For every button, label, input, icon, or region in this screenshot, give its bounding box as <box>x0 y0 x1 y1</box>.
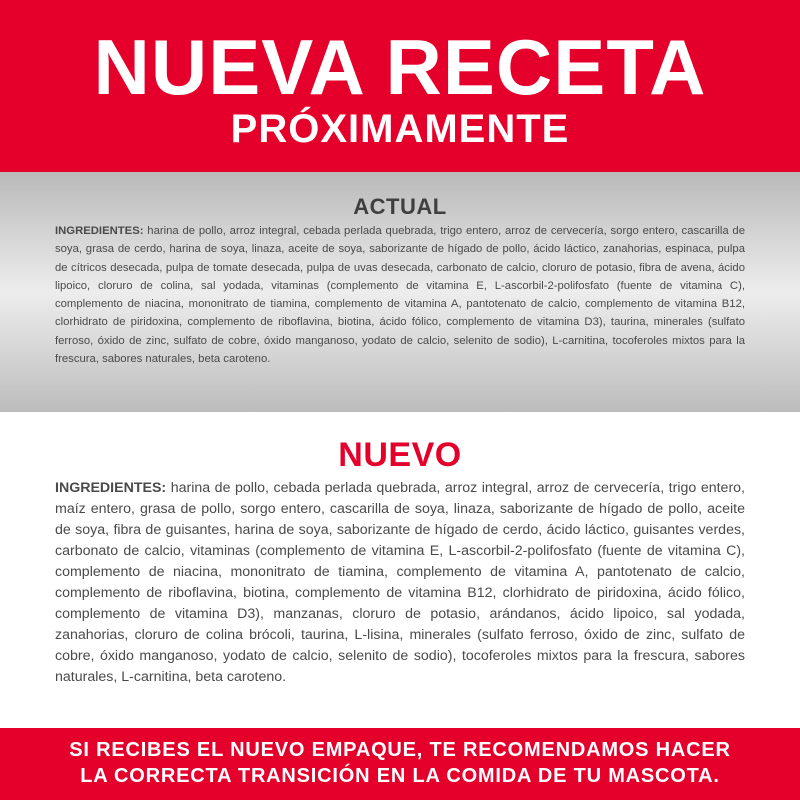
current-recipe-section <box>0 172 800 412</box>
footer-line-1: SI RECIBES EL NUEVO EMPAQUE, TE RECOMENDAMOS HACER <box>69 739 731 761</box>
current-ingredients <box>55 222 745 368</box>
new-ingredients-text: harina de pollo, cebada perlada quebrada, arroz integral, arroz de cervecería, trigo entero, maíz entero, grasa de pollo, sorgo entero, cascarilla de soya, linaza, saborizante de hígado de pollo, aceite de soya, fibra de guisantes, harina de soya, saborizante de hígado de cerdo, ácido láctico, guisantes verdes, carbonato de calcio, vitaminas (complemento de vitamina E, L-ascorbil-2-polifosfato (fuente de vitamina C), complemento de niacina, mononitrato de tiamina, complemento de vitamina A, pantotenato de calcio, complemento de riboflavina, biotina, complemento de vitamina B12, clorhidrato de piridoxina, ácido fólico, complemento de vitamina D3), manzanas, cloruro de potasio, arándanos, ácido lipoico, sal yodada, zanahorias, cloruro de colina brócoli, taurina, L-lisina, minerales (sulfato ferroso, óxido de zinc, sulfato de cobre, óxido manganoso, yodato de calcio, selenito de sodio), tocoferoles mixtos para la frescura, sabores naturales, L-carnitina, beta caroteno. <box>55 480 745 685</box>
new-ingredients-label: INGREDIENTES: <box>55 480 167 496</box>
new-recipe-section <box>0 412 800 728</box>
new-heading: NUEVO <box>338 436 462 474</box>
current-ingredients-label: INGREDIENTES: <box>55 225 144 237</box>
main-title: NUEVA RECETA <box>93 23 707 111</box>
footer-banner <box>0 728 800 800</box>
header-banner <box>0 0 800 172</box>
footer-line-2: LA CORRECTA TRANSICIÓN EN LA COMIDA DE TU MASCOTA. <box>80 765 720 787</box>
subtitle: PRÓXIMAMENTE <box>230 107 570 151</box>
new-ingredients <box>55 478 745 688</box>
current-ingredients-text: harina de pollo, arroz integral, cebada perlada quebrada, trigo entero, arroz de cervecería, sorgo entero, cascarilla de soya, grasa de cerdo, harina de soya, linaza, aceite de soya, saborizante de hígado de pollo, ácido láctico, zanahorias, espinaca, pulpa de cítricos desecada, pulpa de tomate desecada, pulpa de uvas desecada, carbonato de calcio, cloruro de potasio, fibra de avena, ácido lipoico, cloruro de colina, sal yodada, vitaminas (complemento de vitamina E, L-ascorbil-2-polifosfato (fuente de vitamina C), complemento de niacina, mononitrato de tiamina, complemento de vitamina A, pantotenato de calcio, complemento de vitamina B12, clorhidrato de piridoxina, complemento de riboflavina, biotina, ácido fólico, complemento de vitamina D3), taurina, minerales (sulfato ferroso, óxido de zinc, sulfato de cobre, óxido manganoso, yodato de calcio, selenito de sodio), L-carnitina, tocoferoles mixtos para la frescura, sabores naturales, beta caroteno. <box>55 225 745 366</box>
current-heading: ACTUAL <box>353 194 447 219</box>
